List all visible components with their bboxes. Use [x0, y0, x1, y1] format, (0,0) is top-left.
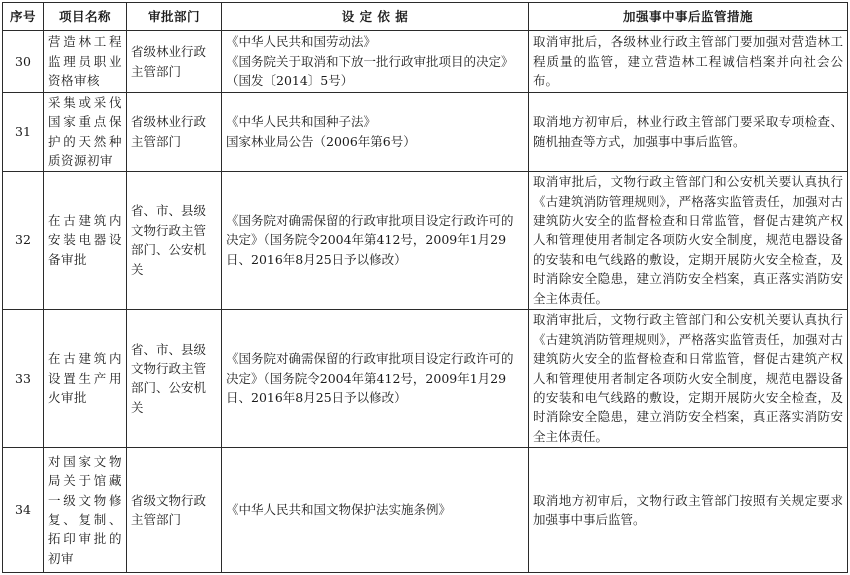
- row-dept: 省、市、县级文物行政主管部门、公安机关: [127, 309, 222, 447]
- table-header-row: [3, 3, 848, 31]
- row-measure: 取消地方初审后，文物行政主管部门按照有关规定要求加强事中事后监管。: [529, 447, 848, 572]
- basis-line: 《中华人民共和国种子法》: [226, 114, 377, 130]
- row-num: 30: [3, 31, 44, 93]
- row-num: 31: [3, 93, 44, 172]
- row-basis: [222, 171, 529, 309]
- row-dept: 省级林业行政主管部门: [127, 93, 222, 172]
- table-row: [3, 171, 848, 309]
- basis-line: 《中华人民共和国文物保护法实施条例》: [226, 502, 452, 518]
- header-num: 序号: [3, 3, 44, 31]
- row-basis: [222, 309, 529, 447]
- row-item-name: 采集或采伐国家重点保护的天然种质资源初审: [44, 93, 127, 172]
- row-basis: [222, 93, 529, 172]
- basis-line: 《国务院关于取消和下放一批行政审批项目的决定》（国发〔2014〕5号）: [226, 53, 514, 89]
- row-measure: 取消审批后，各级林业行政主管部门要加强对营造林工程质量的监管，建立营造林工程诚信档案并向社会公布。: [529, 31, 848, 93]
- row-measure: 取消审批后，文物行政主管部门和公安机关要认真执行《古建筑消防管理规则》，严格落实监管责任，加强对古建筑防火安全的监督检查和日常监管，督促古建筑产权人和管理使用者制定各项防火安全制度，规范电器设备的安装和电气线路的敷设，定期开展防火安全检查，及时消除安全隐患，建立消防安全档案，真正落实消防安全主体责任。: [529, 171, 848, 309]
- basis-line: 《中华人民共和国劳动法》: [226, 34, 377, 50]
- table-row: [3, 31, 848, 93]
- row-item-name: 在古建筑内安装电器设备审批: [44, 171, 127, 309]
- basis-line: 《国务院对确需保留的行政审批项目设定行政许可的决定》（国务院令2004年第412号，2009年1月29日、2016年8月25日予以修改）: [226, 351, 514, 405]
- table-row: [3, 93, 848, 172]
- row-num: 34: [3, 447, 44, 572]
- row-dept: 省级林业行政主管部门: [127, 31, 222, 93]
- row-item-name: 营造林工程监理员职业资格审核: [44, 31, 127, 93]
- table-row: [3, 309, 848, 447]
- row-num: 33: [3, 309, 44, 447]
- approval-items-table: [2, 2, 848, 573]
- row-dept: 省级文物行政主管部门: [127, 447, 222, 572]
- row-basis: [222, 447, 529, 572]
- header-basis: 设 定 依 据: [222, 3, 529, 31]
- row-basis: [222, 31, 529, 93]
- table-row: [3, 447, 848, 572]
- row-dept: 省、市、县级文物行政主管部门、公安机关: [127, 171, 222, 309]
- row-num: 32: [3, 171, 44, 309]
- basis-line: 《国务院对确需保留的行政审批项目设定行政许可的决定》（国务院令2004年第412号，2009年1月29日、2016年8月25日予以修改）: [226, 213, 514, 267]
- header-name: 项目名称: [44, 3, 127, 31]
- row-measure: 取消审批后，文物行政主管部门和公安机关要认真执行《古建筑消防管理规则》，严格落实监管责任，加强对古建筑防火安全的监督检查和日常监管，督促古建筑产权人和管理使用者制定各项防火安全制度，规范电器设备的安装和电气线路的敷设，定期开展防火安全检查，及时消除安全隐患，建立消防安全档案，真正落实消防安全主体责任。: [529, 309, 848, 447]
- header-dept: 审批部门: [127, 3, 222, 31]
- row-item-name: 在古建筑内设置生产用火审批: [44, 309, 127, 447]
- row-measure: 取消地方初审后，林业行政主管部门要采取专项检查、随机抽查等方式，加强事中事后监管。: [529, 93, 848, 172]
- row-item-name: 对国家文物局关于馆藏一级文物修复、复制、拓印审批的初审: [44, 447, 127, 572]
- header-measure: 加强事中事后监管措施: [529, 3, 848, 31]
- basis-line: 国家林业局公告（2006年第6号）: [226, 133, 416, 149]
